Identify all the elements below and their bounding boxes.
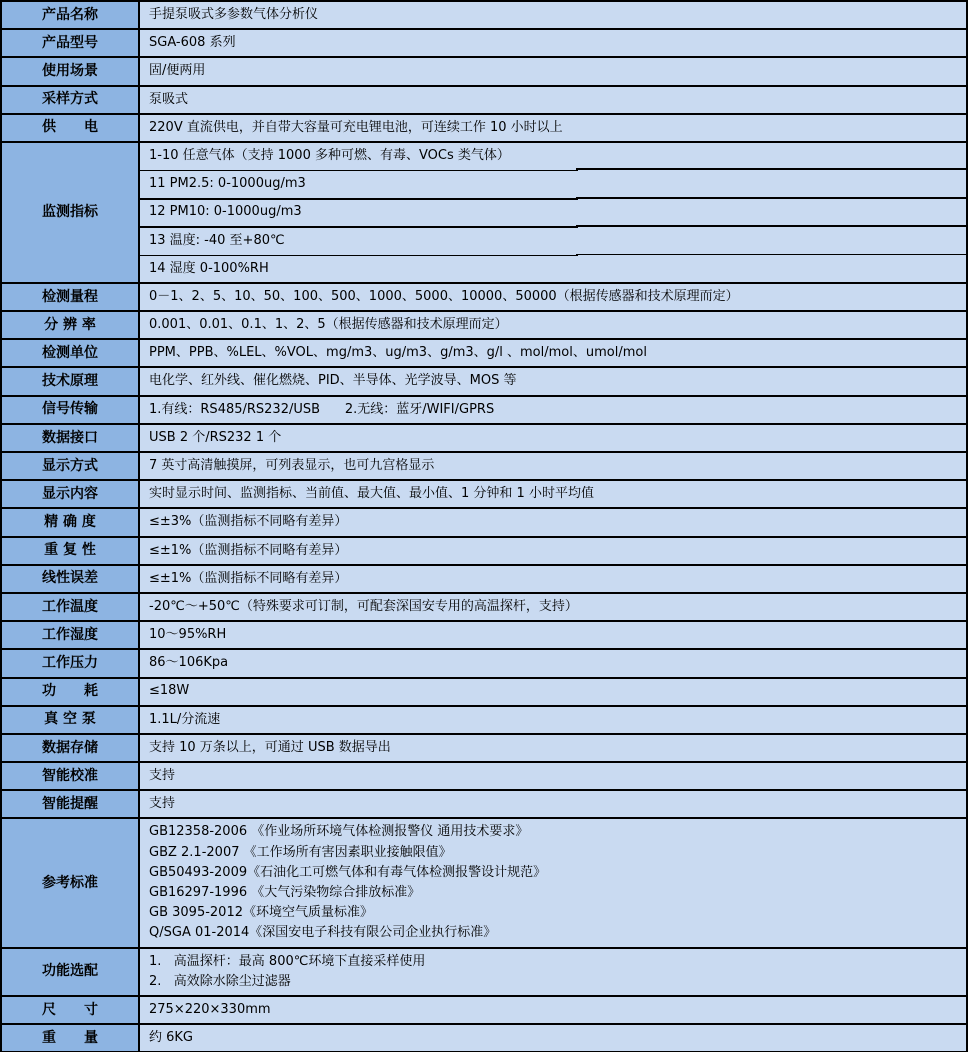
spec-label: 功 耗 <box>2 679 140 705</box>
divider-segment <box>576 197 966 199</box>
spec-value <box>140 949 966 995</box>
spec-row <box>2 30 966 58</box>
spec-value-line: 支持 <box>149 768 176 784</box>
spec-value <box>140 566 966 592</box>
spec-value <box>140 1025 966 1051</box>
spec-label: 检测单位 <box>2 340 140 366</box>
spec-label: 显示方式 <box>2 453 140 479</box>
spec-value-line: 2. 高效除水除尘过滤器 <box>149 973 291 989</box>
spec-value-line: 0－1、2、5、10、50、100、500、1000、5000、10000、50000（根据传感器和技术原理而定） <box>149 288 739 304</box>
spec-value-line: 1. 高温探杆：最高 800℃环境下直接采样使用 <box>149 953 426 969</box>
spec-label: 真 空 泵 <box>2 707 140 733</box>
spec-value <box>140 791 966 817</box>
spec-row <box>2 284 966 312</box>
spec-value <box>140 763 966 789</box>
spec-value <box>140 58 966 84</box>
spec-value-line: GBZ 2.1-2007 《工作场所有害因素职业接触限值》 <box>149 844 452 860</box>
spec-value <box>140 425 966 451</box>
spec-value <box>140 650 966 676</box>
divider-segment <box>576 168 966 170</box>
spec-label: 智能校准 <box>2 763 140 789</box>
spec-value <box>140 538 966 564</box>
spec-row <box>2 340 966 368</box>
spec-label: 供 电 <box>2 115 140 141</box>
spec-row <box>2 87 966 115</box>
spec-value <box>140 622 966 648</box>
divider-segment <box>140 198 578 200</box>
spec-value-line: 实时显示时间、监测指标、当前值、最大值、最小值、1 分钟和 1 小时平均值 <box>149 486 594 502</box>
sub-row-divider <box>140 254 966 257</box>
spec-label: 精 确 度 <box>2 509 140 535</box>
spec-label: 工作温度 <box>2 594 140 620</box>
spec-value <box>140 707 966 733</box>
spec-value-line: USB 2 个/RS232 1 个 <box>149 429 282 445</box>
spec-value <box>140 453 966 479</box>
spec-label: 监测指标 <box>2 143 140 282</box>
spec-value <box>140 368 966 394</box>
spec-value-line: 手提泵吸式多参数气体分析仪 <box>149 6 319 22</box>
spec-label: 参考标准 <box>2 819 140 946</box>
spec-label: 采样方式 <box>2 87 140 113</box>
spec-value-line: 86～106Kpa <box>149 655 229 671</box>
spec-value-line: 泵吸式 <box>149 91 189 107</box>
sub-row-divider <box>140 225 966 228</box>
spec-label: 重 复 性 <box>2 538 140 564</box>
spec-value <box>140 30 966 56</box>
spec-row <box>2 143 966 284</box>
spec-value <box>140 115 966 141</box>
spec-value <box>140 284 966 310</box>
spec-row <box>2 707 966 735</box>
divider-segment <box>140 226 578 228</box>
spec-label: 技术原理 <box>2 368 140 394</box>
spec-value <box>140 735 966 761</box>
spec-label: 功能选配 <box>2 949 140 995</box>
divider-segment <box>140 255 578 257</box>
spec-value-line: 10～95%RH <box>149 627 227 643</box>
spec-value <box>140 397 966 423</box>
spec-row <box>2 650 966 678</box>
spec-value-line: GB 3095-2012《环境空气质量标准》 <box>149 905 373 921</box>
spec-row <box>2 2 966 30</box>
spec-value-line: 固/便两用 <box>149 63 206 79</box>
spec-label: 工作压力 <box>2 650 140 676</box>
spec-value-line: 支持 10 万条以上，可通过 USB 数据导出 <box>149 739 391 755</box>
spec-label: 产品名称 <box>2 2 140 28</box>
spec-value <box>140 143 966 282</box>
spec-value-line: 13 温度: -40 至+80℃ <box>149 232 285 248</box>
spec-value <box>140 509 966 535</box>
spec-value-line: SGA-608 系列 <box>149 35 236 51</box>
spec-value-line: Q/SGA 01-2014《深国安电子科技有限公司企业执行标准》 <box>149 925 497 941</box>
spec-label: 数据接口 <box>2 425 140 451</box>
spec-value-line: ≤18W <box>149 683 190 699</box>
spec-row <box>2 481 966 509</box>
spec-row <box>2 397 966 425</box>
sub-row-divider <box>140 168 966 171</box>
spec-value-line: 1-10 任意气体（支持 1000 多种可燃、有毒、VOCs 类气体） <box>149 147 510 163</box>
spec-value-line: 11 PM2.5: 0-1000ug/m3 <box>149 175 306 191</box>
spec-row <box>2 949 966 997</box>
spec-value <box>140 2 966 28</box>
spec-row <box>2 566 966 594</box>
spec-value-line: ≤±1%（监测指标不同略有差异） <box>149 570 348 586</box>
spec-value-line: 7 英寸高清触摸屏，可列表显示，也可九宫格显示 <box>149 457 435 473</box>
spec-value-line: 275×220×330mm <box>149 1001 271 1017</box>
spec-value <box>140 594 966 620</box>
spec-value <box>140 340 966 366</box>
spec-row <box>2 312 966 340</box>
spec-row <box>2 735 966 763</box>
spec-value-line: GB12358-2006 《作业场所环境气体检测报警仪 通用技术要求》 <box>149 824 529 840</box>
spec-label: 检测量程 <box>2 284 140 310</box>
spec-label: 显示内容 <box>2 481 140 507</box>
spec-value-line: 约 6KG <box>149 1030 194 1046</box>
spec-row <box>2 763 966 791</box>
spec-label: 尺 寸 <box>2 997 140 1023</box>
spec-row <box>2 58 966 86</box>
spec-label: 产品型号 <box>2 30 140 56</box>
spec-row <box>2 622 966 650</box>
divider-segment <box>140 170 578 172</box>
spec-value <box>140 679 966 705</box>
spec-row <box>2 538 966 566</box>
spec-value-line: ≤±3%（监测指标不同略有差异） <box>149 514 348 530</box>
spec-value-line: -20℃～+50℃（特殊要求可订制，可配套深国安专用的高温探杆，支持） <box>149 598 578 614</box>
spec-value <box>140 997 966 1023</box>
spec-value-line: GB16297-1996 《大气污染物综合排放标准》 <box>149 884 421 900</box>
spec-row <box>2 1025 966 1052</box>
spec-value <box>140 87 966 113</box>
spec-row <box>2 679 966 707</box>
spec-label: 使用场景 <box>2 58 140 84</box>
spec-value-line: ≤±1%（监测指标不同略有差异） <box>149 542 348 558</box>
spec-row <box>2 425 966 453</box>
spec-row <box>2 115 966 143</box>
spec-value-line: 电化学、红外线、催化燃烧、PID、半导体、光学波导、MOS 等 <box>149 373 517 389</box>
spec-label: 重 量 <box>2 1025 140 1051</box>
spec-row <box>2 819 966 948</box>
spec-label: 分 辨 率 <box>2 312 140 338</box>
spec-row <box>2 368 966 396</box>
spec-label: 数据存储 <box>2 735 140 761</box>
spec-label: 智能提醒 <box>2 791 140 817</box>
spec-value <box>140 819 966 946</box>
spec-value-line: PPM、PPB、%LEL、%VOL、mg/m3、ug/m3、g/m3、g/l 、mol/mol、umol/mol <box>149 345 647 361</box>
spec-row <box>2 594 966 622</box>
spec-label: 线性误差 <box>2 566 140 592</box>
spec-label: 工作湿度 <box>2 622 140 648</box>
spec-label: 信号传输 <box>2 397 140 423</box>
divider-segment <box>576 254 966 256</box>
spec-value-line: 12 PM10: 0-1000ug/m3 <box>149 204 302 220</box>
spec-value-line: 1.有线：RS485/RS232/USB 2.无线：蓝牙/WIFI/GPRS <box>149 401 495 417</box>
spec-value-line: 1.1L/分流速 <box>149 711 221 727</box>
spec-value <box>140 481 966 507</box>
spec-row <box>2 791 966 819</box>
spec-value-line: 14 湿度 0-100%RH <box>149 261 269 277</box>
spec-value-line: 支持 <box>149 796 176 812</box>
divider-segment <box>576 225 966 227</box>
spec-value-line: 0.001、0.01、0.1、1、2、5（根据传感器和技术原理而定） <box>149 317 508 333</box>
spec-value-line: 220V 直流供电，并自带大容量可充电锂电池，可连续工作 10 小时以上 <box>149 119 563 135</box>
sub-row-divider <box>140 197 966 200</box>
spec-row <box>2 997 966 1025</box>
spec-value-line: GB50493-2009《石油化工可燃气体和有毒气体检测报警设计规范》 <box>149 864 547 880</box>
spec-row <box>2 453 966 481</box>
spec-row <box>2 509 966 537</box>
spec-value <box>140 312 966 338</box>
